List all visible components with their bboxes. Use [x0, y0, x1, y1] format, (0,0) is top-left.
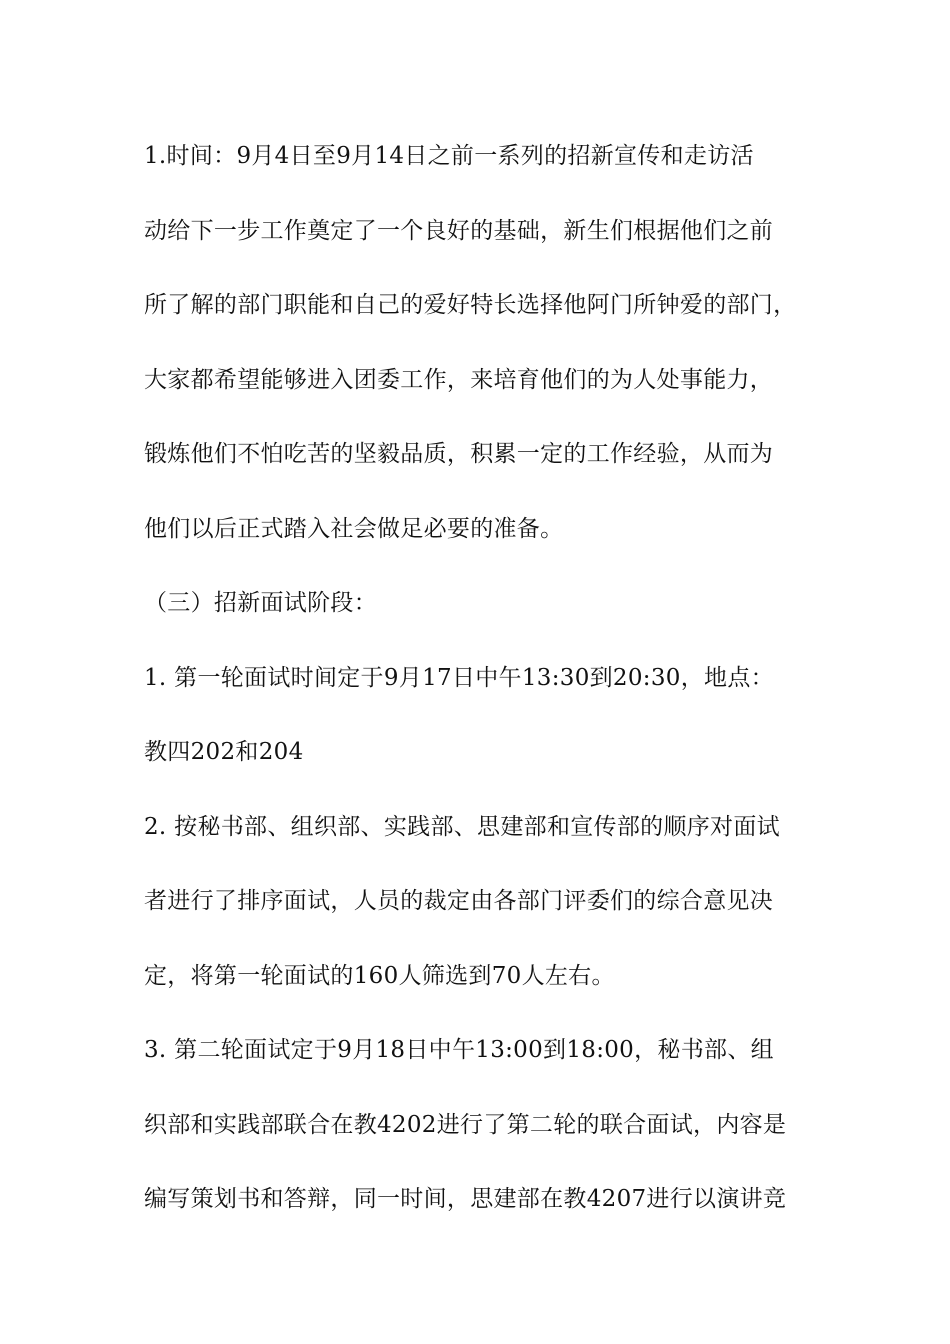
text-line-6: 他们以后正式踏入社会做足必要的准备。	[144, 515, 564, 542]
text-line-9: 教四202和204	[144, 739, 304, 765]
text-line-13: 3. 第二轮面试定于9月18日中午13:00到18:00，秘书部、组	[144, 1037, 774, 1063]
text-line-8: 1. 第一轮面试时间定于9月17日中午13:30到20:30，地点：	[144, 664, 774, 691]
document-body	[144, 136, 824, 1254]
text-line-3: 所了解的部门职能和自己的爱好特长选择他阿门所钟爱的部门，	[144, 292, 797, 318]
text-line-12: 定，将第一轮面试的160人筛选到70人左右。	[144, 962, 615, 989]
text-line-15: 编写策划书和答辩，同一时间，思建部在教4207进行以演讲竞	[144, 1186, 787, 1212]
text-line-11: 者进行了排序面试，人员的裁定由各部门评委们的综合意见决	[144, 888, 774, 914]
text-line-14: 织部和实践部联合在教4202进行了第二轮的联合面试，内容是	[144, 1111, 787, 1138]
text-line-1: 1.时间：9月4日至9月14日之前一系列的招新宣传和走访活	[144, 143, 754, 169]
text-line-5: 锻炼他们不怕吃苦的坚毅品质，积累一定的工作经验，从而为	[144, 441, 774, 467]
text-line-2: 动给下一步工作奠定了一个良好的基础，新生们根据他们之前	[144, 217, 774, 244]
section-heading: （三）招新面试阶段：	[144, 590, 377, 616]
text-line-10: 2. 按秘书部、组织部、实践部、思建部和宣传部的顺序对面试	[144, 813, 780, 840]
text-line-4: 大家都希望能够进入团委工作，来培育他们的为人处事能力，	[144, 366, 774, 393]
